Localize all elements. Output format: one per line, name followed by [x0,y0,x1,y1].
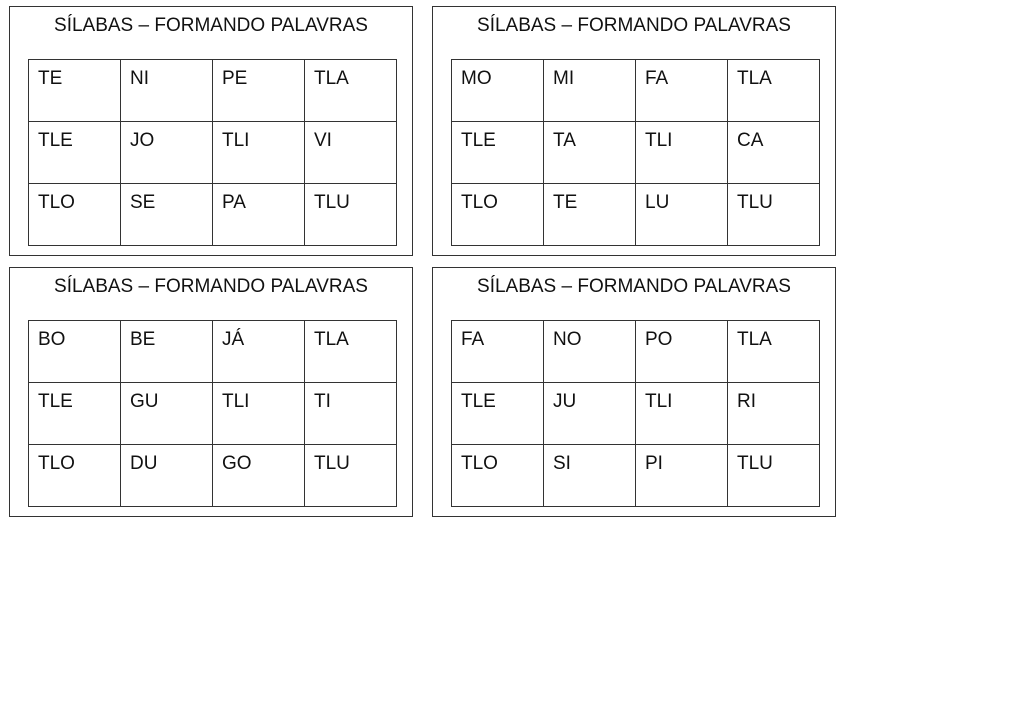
syllable-cell [728,184,820,246]
syllable-grid [451,320,820,507]
syllable-cell [29,445,121,507]
syllable-text: JÁ [222,329,245,350]
syllable-cell [544,445,636,507]
syllable-text: FA [461,329,485,350]
syllable-cell [636,60,728,122]
syllable-cell [544,184,636,246]
syllable-text: MO [461,68,492,89]
syllable-text: BE [130,329,156,350]
syllable-text: TLA [314,329,349,350]
syllable-cell [121,445,213,507]
syllable-cell [544,321,636,383]
syllable-text: PE [222,68,248,89]
syllable-text: TLO [461,453,498,474]
syllable-grid [28,59,397,246]
syllable-cell [121,321,213,383]
syllable-cell [305,445,397,507]
syllable-text: DU [130,453,158,474]
syllable-cell [29,321,121,383]
syllable-card [432,6,836,256]
syllable-cell [213,122,305,184]
syllable-grid [28,320,397,507]
syllable-grid [451,59,820,246]
card-title: SÍLABAS – FORMANDO PALAVRAS [54,15,368,36]
syllable-text: PA [222,192,246,213]
syllable-text: VI [314,130,332,151]
syllable-card [9,267,413,517]
syllable-text: NO [553,329,582,350]
syllable-text: FA [645,68,669,89]
syllable-text: TLA [314,68,349,89]
syllable-row [452,184,820,246]
syllable-cell [121,60,213,122]
syllable-row [29,184,397,246]
syllable-text: TLE [461,391,496,412]
syllable-text: TLU [737,192,773,213]
syllable-row [452,60,820,122]
syllable-cell [728,60,820,122]
syllable-row [29,383,397,445]
syllable-cell [305,383,397,445]
syllable-text: TLU [314,192,350,213]
syllable-text: TLE [38,391,73,412]
syllable-cell [29,60,121,122]
syllable-text: LU [645,192,670,213]
syllable-text: PO [645,329,673,350]
syllable-cell [636,445,728,507]
syllable-cell [636,383,728,445]
syllable-text: TE [38,68,63,89]
syllable-row [452,321,820,383]
syllable-cell [121,383,213,445]
syllable-cell [305,184,397,246]
syllable-text: GO [222,453,252,474]
syllable-cell [213,383,305,445]
syllable-text: TLA [737,329,772,350]
syllable-card [9,6,413,256]
syllable-text: SI [553,453,571,474]
syllable-cell [636,122,728,184]
syllable-cell [728,321,820,383]
syllable-cell [728,383,820,445]
syllable-text: TLI [222,130,250,151]
card-title: SÍLABAS – FORMANDO PALAVRAS [477,276,791,297]
syllable-cell [29,122,121,184]
syllable-text: TLO [38,192,75,213]
syllable-row [29,321,397,383]
syllable-text: TA [553,130,576,151]
syllable-cell [29,184,121,246]
syllable-cell [544,60,636,122]
syllable-row [29,122,397,184]
syllable-text: JO [130,130,155,151]
syllable-row [452,122,820,184]
syllable-cell [121,122,213,184]
syllable-row [452,445,820,507]
syllable-cell [452,383,544,445]
syllable-cell [305,60,397,122]
syllable-cell [305,321,397,383]
syllable-cell [305,122,397,184]
syllable-text: TLI [645,391,673,412]
syllable-cell [29,383,121,445]
syllable-text: TLO [461,192,498,213]
syllable-cell [544,122,636,184]
card-title: SÍLABAS – FORMANDO PALAVRAS [477,15,791,36]
syllable-card [432,267,836,517]
syllable-text: TLO [38,453,75,474]
syllable-text: TE [553,192,578,213]
syllable-text: RI [737,391,756,412]
syllable-text: SE [130,192,156,213]
syllable-cell [452,60,544,122]
syllable-text: TLA [737,68,772,89]
syllable-cell [213,321,305,383]
syllable-cell [544,383,636,445]
syllable-cell [213,445,305,507]
syllable-row [29,60,397,122]
syllable-text: TI [314,391,331,412]
syllable-text: JU [553,391,577,412]
syllable-text: MI [553,68,575,89]
syllable-text: TLE [38,130,73,151]
syllable-text: TLE [461,130,496,151]
syllable-text: CA [737,130,764,151]
syllable-cell [452,122,544,184]
syllable-cell [213,60,305,122]
syllable-cell [452,184,544,246]
syllable-text: GU [130,391,159,412]
syllable-cell [452,321,544,383]
syllable-cell [728,445,820,507]
syllable-cell [728,122,820,184]
syllable-text: PI [645,453,663,474]
syllable-text: NI [130,68,149,89]
syllable-text: TLU [737,453,773,474]
syllable-cell [213,184,305,246]
syllable-text: TLU [314,453,350,474]
card-title: SÍLABAS – FORMANDO PALAVRAS [54,276,368,297]
syllable-cell [636,321,728,383]
syllable-row [29,445,397,507]
syllable-text: TLI [222,391,250,412]
syllable-cell [636,184,728,246]
syllable-text: TLI [645,130,673,151]
syllable-row [452,383,820,445]
syllable-cell [121,184,213,246]
syllable-text: BO [38,329,66,350]
syllable-cell [452,445,544,507]
